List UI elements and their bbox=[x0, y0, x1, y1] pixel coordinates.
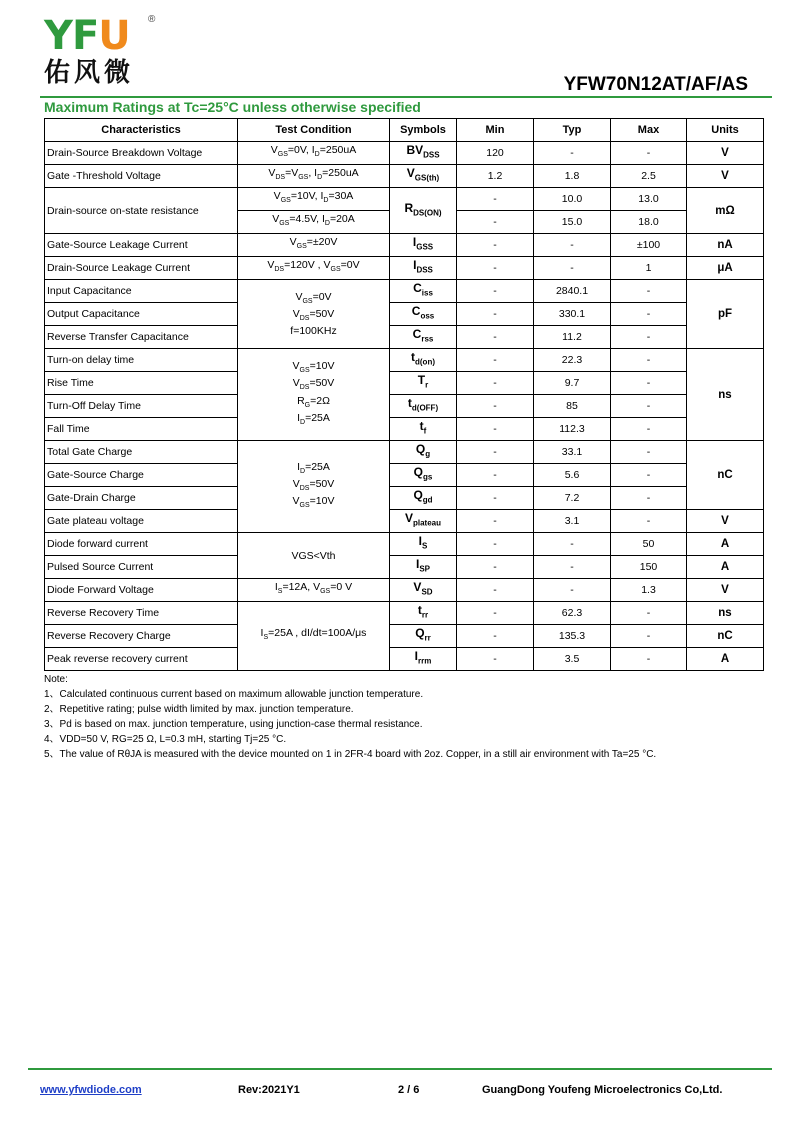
typ-value: 85 bbox=[534, 395, 611, 418]
table-row bbox=[45, 188, 764, 211]
max-value: - bbox=[611, 349, 687, 372]
notes-section bbox=[44, 672, 656, 762]
typ-value: 1.8 bbox=[534, 165, 611, 188]
max-value: - bbox=[611, 395, 687, 418]
test-condition: $I_S=12A$, $V_{GS}=0$ V bbox=[238, 579, 390, 602]
note-item: 2、Repetitive rating; pulse width limited by max. junction temperature. bbox=[44, 704, 354, 715]
footer-divider bbox=[28, 1068, 772, 1070]
max-value: 18.0 bbox=[611, 211, 687, 234]
company-name: GuangDong Youfeng Microelectronics Co,Ltd. bbox=[482, 1084, 723, 1096]
typ-value: - bbox=[534, 533, 611, 556]
test-condition: $V_{GS}=0V$, $I_D=250uA$ bbox=[238, 142, 390, 165]
characteristic: Input Capacitance bbox=[45, 280, 238, 303]
table-row bbox=[45, 418, 764, 441]
col-header-max: Max bbox=[611, 119, 687, 142]
part-number: YFW70N12AT/AF/AS bbox=[563, 74, 748, 95]
typ-value: 135.3 bbox=[534, 625, 611, 648]
unit: ns bbox=[687, 602, 764, 625]
max-value: 13.0 bbox=[611, 188, 687, 211]
unit: μA bbox=[687, 257, 764, 280]
symbol: $C_{iss}$ bbox=[390, 280, 457, 303]
max-value: - bbox=[611, 625, 687, 648]
test-condition: VGS<Vth bbox=[238, 533, 390, 579]
symbol: $C_{oss}$ bbox=[390, 303, 457, 326]
min-value: - bbox=[457, 441, 534, 464]
max-value: - bbox=[611, 602, 687, 625]
typ-value: - bbox=[534, 234, 611, 257]
symbol: $t_{d(on)}$ bbox=[390, 349, 457, 372]
test-condition: $V_{GS}=10V$, $I_D=30A$ bbox=[238, 188, 390, 211]
min-value: 1.2 bbox=[457, 165, 534, 188]
symbol: $Q_{gs}$ bbox=[390, 464, 457, 487]
frequency-condition: f=100KHz bbox=[290, 325, 337, 338]
max-value: 150 bbox=[611, 556, 687, 579]
characteristic: Reverse Recovery Charge bbox=[45, 625, 238, 648]
note-item: 5、The value of RθJA is measured with the device mounted on 1 in 2FR-4 board with 2oz. Copper, in a still air environment with Ta=25 °C. bbox=[44, 749, 657, 760]
max-value: - bbox=[611, 510, 687, 533]
table-row bbox=[45, 326, 764, 349]
ratings-table bbox=[44, 118, 764, 671]
table-row bbox=[45, 441, 764, 464]
unit: A bbox=[687, 648, 764, 671]
table-row bbox=[45, 487, 764, 510]
typ-value: 3.5 bbox=[534, 648, 611, 671]
symbol: $I_{GSS}$ bbox=[390, 234, 457, 257]
symbol: $Q_g$ bbox=[390, 441, 457, 464]
test-condition: $V_{GS}=\pm 20V$ bbox=[238, 234, 390, 257]
unit: V bbox=[687, 579, 764, 602]
typ-value: 3.1 bbox=[534, 510, 611, 533]
symbol: $t_{rr}$ bbox=[390, 602, 457, 625]
col-header-units: Units bbox=[687, 119, 764, 142]
max-value: 1.3 bbox=[611, 579, 687, 602]
typ-value: 7.2 bbox=[534, 487, 611, 510]
unit: V bbox=[687, 165, 764, 188]
symbol: $T_r$ bbox=[390, 372, 457, 395]
table-row bbox=[45, 280, 764, 303]
logo-wordmark: YFU bbox=[44, 13, 130, 59]
table-row bbox=[45, 349, 764, 372]
min-value: - bbox=[457, 395, 534, 418]
characteristic: Drain-Source Leakage Current bbox=[45, 257, 238, 280]
section-title: Maximum Ratings at Tc=25°C unless otherwise specified bbox=[44, 99, 421, 115]
symbol: $t_f$ bbox=[390, 418, 457, 441]
min-value: - bbox=[457, 602, 534, 625]
unit: ns bbox=[687, 349, 764, 441]
symbol: $V_{SD}$ bbox=[390, 579, 457, 602]
characteristic: Gate-Drain Charge bbox=[45, 487, 238, 510]
test-condition: $V_{GS}=10V$ $V_{DS}=50V$ $R_G=2\Omega$ $I_D=25A$ bbox=[238, 349, 390, 441]
note-item: 3、Pd is based on max. junction temperature, using junction-case thermal resistance. bbox=[44, 719, 423, 730]
col-header-typ: Typ bbox=[534, 119, 611, 142]
table-row bbox=[45, 234, 764, 257]
table-row bbox=[45, 464, 764, 487]
max-value: 50 bbox=[611, 533, 687, 556]
table-row bbox=[45, 556, 764, 579]
unit: V bbox=[687, 510, 764, 533]
unit: A bbox=[687, 533, 764, 556]
symbol: $V_{GS(th)}$ bbox=[390, 165, 457, 188]
notes-title: Note: bbox=[44, 674, 68, 685]
min-value: - bbox=[457, 372, 534, 395]
table-row bbox=[45, 579, 764, 602]
unit: mΩ bbox=[687, 188, 764, 234]
min-value: - bbox=[457, 625, 534, 648]
unit: nC bbox=[687, 441, 764, 510]
min-value: - bbox=[457, 280, 534, 303]
table-row bbox=[45, 625, 764, 648]
max-value: - bbox=[611, 142, 687, 165]
min-value: - bbox=[457, 234, 534, 257]
typ-value: 15.0 bbox=[534, 211, 611, 234]
col-header-min: Min bbox=[457, 119, 534, 142]
test-condition: $V_{DS}=120V$ , $V_{GS}=0V$ bbox=[238, 257, 390, 280]
col-header-test-condition: Test Condition bbox=[238, 119, 390, 142]
table-row bbox=[45, 533, 764, 556]
characteristic: Gate-Source Leakage Current bbox=[45, 234, 238, 257]
characteristic: Total Gate Charge bbox=[45, 441, 238, 464]
symbol: $I_{rrm}$ bbox=[390, 648, 457, 671]
min-value: - bbox=[457, 326, 534, 349]
max-value: - bbox=[611, 372, 687, 395]
test-condition: $V_{DS}=V_{GS}$, $I_D=250uA$ bbox=[238, 165, 390, 188]
characteristic: Peak reverse recovery current bbox=[45, 648, 238, 671]
min-value: - bbox=[457, 303, 534, 326]
min-value: - bbox=[457, 188, 534, 211]
characteristic: Gate-Source Charge bbox=[45, 464, 238, 487]
logo-u-mark: U bbox=[98, 13, 130, 59]
note-item: 1、Calculated continuous current based on maximum allowable junction temperature. bbox=[44, 689, 424, 700]
characteristic: Drain-Source Breakdown Voltage bbox=[45, 142, 238, 165]
characteristic: Turn-Off Delay Time bbox=[45, 395, 238, 418]
header-divider bbox=[40, 96, 772, 98]
note-item: 4、VDD=50 V, RG=25 Ω, L=0.3 mH, starting Tj=25 °C. bbox=[44, 734, 287, 745]
characteristic: Pulsed Source Current bbox=[45, 556, 238, 579]
characteristic: Gate -Threshold Voltage bbox=[45, 165, 238, 188]
max-value: - bbox=[611, 441, 687, 464]
min-value: - bbox=[457, 579, 534, 602]
unit: pF bbox=[687, 280, 764, 349]
typ-value: 9.7 bbox=[534, 372, 611, 395]
typ-value: 62.3 bbox=[534, 602, 611, 625]
symbol: $I_{SP}$ bbox=[390, 556, 457, 579]
test-condition: $V_{GS}=4.5V$, $I_D=20A$ bbox=[238, 211, 390, 234]
website-link[interactable]: www.yfwdiode.com bbox=[40, 1084, 142, 1096]
table-row bbox=[45, 510, 764, 533]
typ-value: 2840.1 bbox=[534, 280, 611, 303]
characteristic: Diode Forward Voltage bbox=[45, 579, 238, 602]
characteristic: Turn-on delay time bbox=[45, 349, 238, 372]
typ-value: 33.1 bbox=[534, 441, 611, 464]
symbol: $Q_{rr}$ bbox=[390, 625, 457, 648]
max-value: ±100 bbox=[611, 234, 687, 257]
max-value: - bbox=[611, 326, 687, 349]
test-condition: $V_{GS}=0V$ $V_{DS}=50V$ f=100KHz bbox=[238, 280, 390, 349]
min-value: - bbox=[457, 487, 534, 510]
typ-value: 5.6 bbox=[534, 464, 611, 487]
min-value: - bbox=[457, 257, 534, 280]
table-row bbox=[45, 257, 764, 280]
typ-value: - bbox=[534, 556, 611, 579]
min-value: - bbox=[457, 648, 534, 671]
typ-value: 330.1 bbox=[534, 303, 611, 326]
unit: nA bbox=[687, 234, 764, 257]
test-condition: $I_D=25A$ $V_{DS}=50V$ $V_{GS}=10V$ bbox=[238, 441, 390, 533]
max-value: - bbox=[611, 418, 687, 441]
max-value: - bbox=[611, 303, 687, 326]
unit: nC bbox=[687, 625, 764, 648]
typ-value: 10.0 bbox=[534, 188, 611, 211]
min-value: - bbox=[457, 418, 534, 441]
table-row bbox=[45, 602, 764, 625]
characteristic: Drain-source on-state resistance bbox=[45, 188, 238, 234]
max-value: 2.5 bbox=[611, 165, 687, 188]
symbol: $R_{DS(ON)}$ bbox=[390, 188, 457, 234]
min-value: - bbox=[457, 556, 534, 579]
min-value: - bbox=[457, 533, 534, 556]
max-value: 1 bbox=[611, 257, 687, 280]
symbol: $I_S$ bbox=[390, 533, 457, 556]
symbol: $Q_{gd}$ bbox=[390, 487, 457, 510]
characteristic: Fall Time bbox=[45, 418, 238, 441]
table-row bbox=[45, 142, 764, 165]
symbol: $t_{d(OFF)}$ bbox=[390, 395, 457, 418]
characteristic: Reverse Recovery Time bbox=[45, 602, 238, 625]
table-row bbox=[45, 303, 764, 326]
characteristic: Gate plateau voltage bbox=[45, 510, 238, 533]
characteristic: Rise Time bbox=[45, 372, 238, 395]
col-header-symbols: Symbols bbox=[390, 119, 457, 142]
symbol: $C_{rss}$ bbox=[390, 326, 457, 349]
table-row bbox=[45, 648, 764, 671]
table-header-row bbox=[45, 119, 764, 142]
page-number: 2 / 6 bbox=[398, 1084, 420, 1096]
typ-value: 22.3 bbox=[534, 349, 611, 372]
typ-value: 11.2 bbox=[534, 326, 611, 349]
unit: V bbox=[687, 142, 764, 165]
characteristic: Diode forward current bbox=[45, 533, 238, 556]
typ-value: - bbox=[534, 579, 611, 602]
symbol: $I_{DSS}$ bbox=[390, 257, 457, 280]
table-row bbox=[45, 372, 764, 395]
registered-mark: ® bbox=[148, 14, 156, 25]
min-value: - bbox=[457, 349, 534, 372]
max-value: - bbox=[611, 487, 687, 510]
revision-label: Rev:2021Y1 bbox=[238, 1084, 300, 1096]
characteristic: Output Capacitance bbox=[45, 303, 238, 326]
symbol: $V_{plateau}$ bbox=[390, 510, 457, 533]
typ-value: - bbox=[534, 142, 611, 165]
min-value: - bbox=[457, 464, 534, 487]
table-row bbox=[45, 395, 764, 418]
characteristic: Reverse Transfer Capacitance bbox=[45, 326, 238, 349]
min-value: - bbox=[457, 211, 534, 234]
max-value: - bbox=[611, 464, 687, 487]
typ-value: - bbox=[534, 257, 611, 280]
unit: A bbox=[687, 556, 764, 579]
max-value: - bbox=[611, 648, 687, 671]
max-value: - bbox=[611, 280, 687, 303]
company-logo bbox=[44, 14, 154, 94]
table-row bbox=[45, 165, 764, 188]
min-value: - bbox=[457, 510, 534, 533]
col-header-characteristics: Characteristics bbox=[45, 119, 238, 142]
logo-chinese-name: 佑风微 bbox=[44, 58, 135, 88]
symbol: $BV_{DSS}$ bbox=[390, 142, 457, 165]
typ-value: 112.3 bbox=[534, 418, 611, 441]
min-value: 120 bbox=[457, 142, 534, 165]
test-condition: $I_S=25A$ , dI/dt=100A/μs bbox=[238, 602, 390, 671]
